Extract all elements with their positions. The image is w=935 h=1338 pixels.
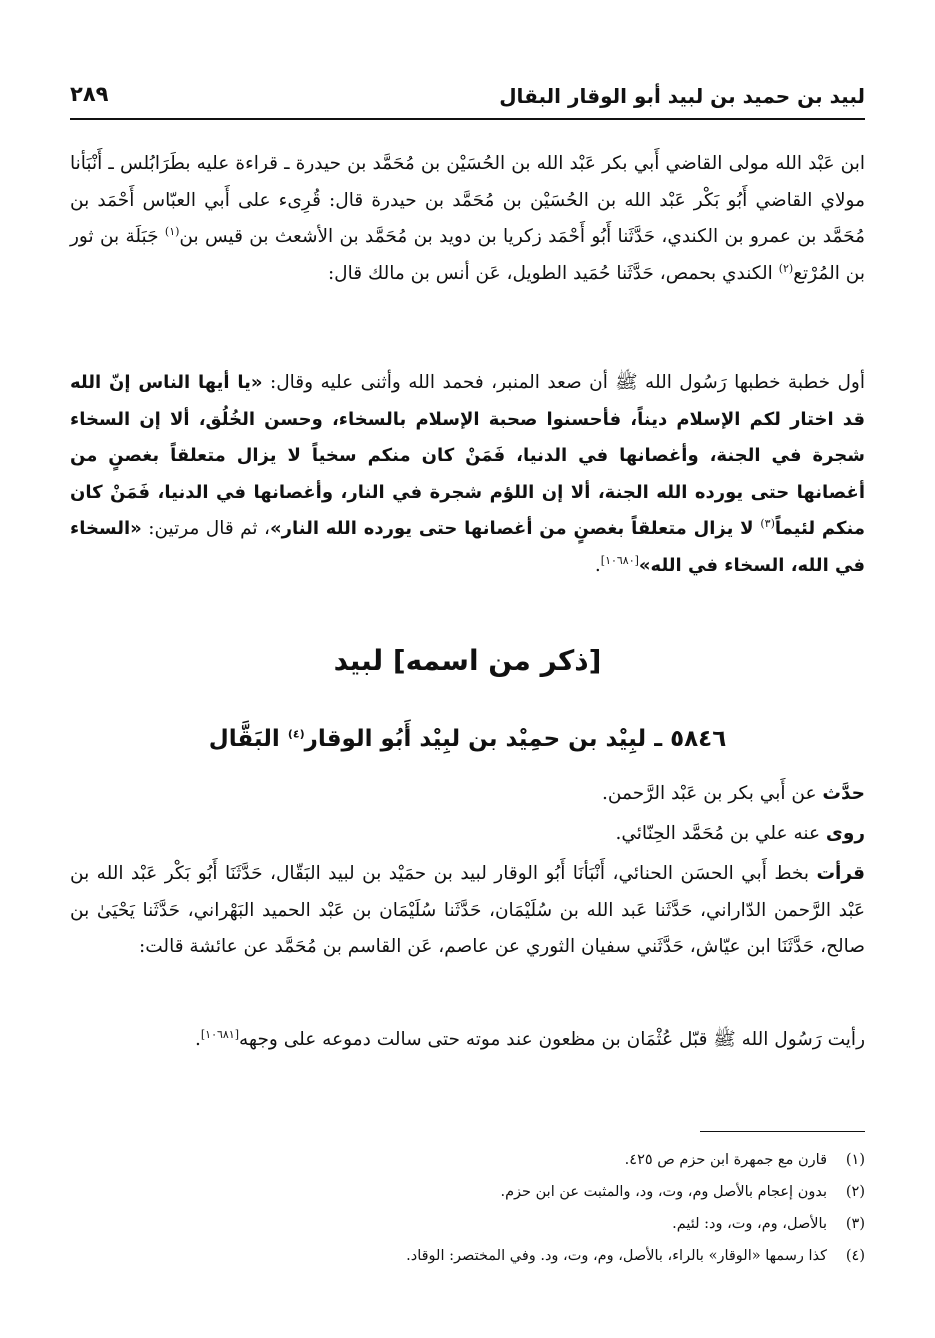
page-number: ٢٨٩ (70, 82, 109, 106)
hadith-2-paragraph (70, 1022, 865, 1059)
qara-tu-keyword: قرأت (816, 863, 865, 884)
entry-title (70, 726, 865, 752)
isnad-text-c: الكندي بحمص، حَدَّثَنا حُمَيد الطويل، عَن أنس بن مالك قال: (327, 262, 779, 284)
page-header (70, 78, 865, 120)
footnote-ref-2: (٢) (778, 261, 794, 275)
footnote-4 (70, 1240, 865, 1272)
isnad-paragraph (70, 146, 865, 292)
entry-name: ـ لبِيْد بن حمِيْد بن لبِيْد أَبُو الوقار (304, 726, 671, 752)
footnote-text: بالأصل، وم، وت، ود: لئيم. (672, 1216, 827, 1232)
haddatha-keyword: حدَّث (822, 783, 865, 804)
entry-name-end: البَقَّال (208, 726, 288, 752)
hadith-2-end: . (194, 1029, 201, 1050)
footnote-number: (٤) (845, 1248, 865, 1264)
footnote-separator (700, 1131, 865, 1132)
running-title: لبيد بن حميد بن لبيد أبو الوقار البقال (499, 84, 865, 108)
isnad-text-b: جَبَلَة بن ثور بن المُرْتع (70, 226, 865, 284)
footnote-number: (٢) (845, 1184, 865, 1200)
footnote-ref-3: (٣) (760, 516, 775, 530)
footnote-text: بدون إعجام بالأصل وم، وت، ود، والمثبت عن ابن حزم. (500, 1184, 827, 1200)
isnad-text-a: ابن عَبْد الله مولى القاضي أَبي بكر عَبْد الله بن الحُسَيْن بن مُحَمَّد بن حيدرة ـ قراءة عليه بطَرَابُلس ـ أَنْبَأنا مولاي القاضي أَبُو بَكْر عَبْد الله بن الحُسَيْن بن مُحَمَّد بن حيدرة قال: قُرِىء على أَبي العبّاس أَحْمَد بن مُحَمَّد بن عمرو بن الكندي، حَدَّثَنا أَبُو أَحْمَد زكريا بن دويد بن مُحَمَّد بن الأشعث بن قيس بن (70, 153, 866, 247)
rawa-text: عنه علي بن مُحَمَّد الحِنّائي. (615, 823, 826, 844)
section-heading: [ذكر من اسمه] لبيد (333, 644, 602, 677)
hadith-end: . (594, 554, 601, 576)
footnote-1 (70, 1144, 865, 1176)
hadith-intro: أول خطبة خطبها رَسُول الله ﷺ أن صعد المنبر، فحمد الله وأثنى عليه وقال: (262, 372, 865, 393)
footnote-number: (٣) (845, 1216, 865, 1232)
entry-number: ٥٨٤٦ (670, 726, 727, 752)
footnotes (70, 1144, 865, 1272)
qara-tu-paragraph (70, 856, 865, 966)
haddatha-line (70, 776, 865, 813)
footnote-text: كذا رسمها «الوقار» بالراء، بالأصل، وم، وت، ود. وفي المختصر: الوقاد. (406, 1248, 827, 1264)
haddatha-text: عن أَبي بكر بن عَبْد الرَّحمن. (602, 783, 823, 804)
hadith-quote-a: «يا أيها الناس إنّ الله قد اختار لكم الإسلام ديناً، فأحسنوا صحبة الإسلام بالسخاء، وحسن الخُلُق، ألا إن السخاء شجرة في الجنة، وأغصانها في الدنيا، فَمَنْ كان منكم سخياً لا يزال متعلقاً بغصنٍ من أغصانها حتى يورده الله الجنة، ألا إن اللؤم شجرة في النار، وأغصانها في الدنيا، فَمَنْ كان منكم لئيماً (70, 372, 866, 539)
hadith-mid: ، ثم قال مرتين: (141, 518, 270, 539)
hadith-quote-b: لا يزال متعلقاً بغصنٍ من أغصانها حتى يورده الله النار» (269, 518, 761, 539)
footnote-number: (١) (845, 1152, 865, 1168)
rawa-line (70, 816, 865, 853)
hadith-2-number: [١٠٦٨١] (200, 1027, 240, 1041)
rawa-keyword: روى (825, 823, 865, 844)
qara-tu-text: بخط أَبي الحسَن الحنائي، أَنْبَأنَا أَبُو الوقار لبيد بن حمَيْد بن لبيد البَقّال، حَدَّثَنَا أَبُو بَكْر عَبْد الله بن عَبْد الرَّحمن الدّاراني، حَدَّثَنا عَبد الله بن سُلَيْمَان، حَدَّثَنا سُلَيْمَان بن عَبْد الحميد البَهْراني، حَدَّثَنا يَحْيَىٰ بن صالح، حَدَّثَنَا ابن عيّاش، حَدَّثَني سفيان الثوري عن عاصم، عَن القاسم بن مُحَمَّد عن عائشة قالت: (70, 863, 865, 957)
hadith-paragraph (70, 365, 865, 584)
footnote-ref-4: (٤) (287, 727, 305, 741)
footnote-ref-1: (١) (164, 224, 180, 238)
footnote-3 (70, 1208, 865, 1240)
hadith-2-text: رأيت رَسُول الله ﷺ قبّل عُثْمَان بن مظعون عند موته حتى سالت دموعه على وجهه (239, 1029, 865, 1050)
hadith-number: [١٠٦٨٠] (600, 553, 639, 567)
footnote-text: قارن مع جمهرة ابن حزم ص ٤٢٥. (624, 1152, 827, 1168)
footnote-2 (70, 1176, 865, 1208)
hadith-quote-c: «السخاء في الله، السخاء في الله» (70, 518, 865, 576)
